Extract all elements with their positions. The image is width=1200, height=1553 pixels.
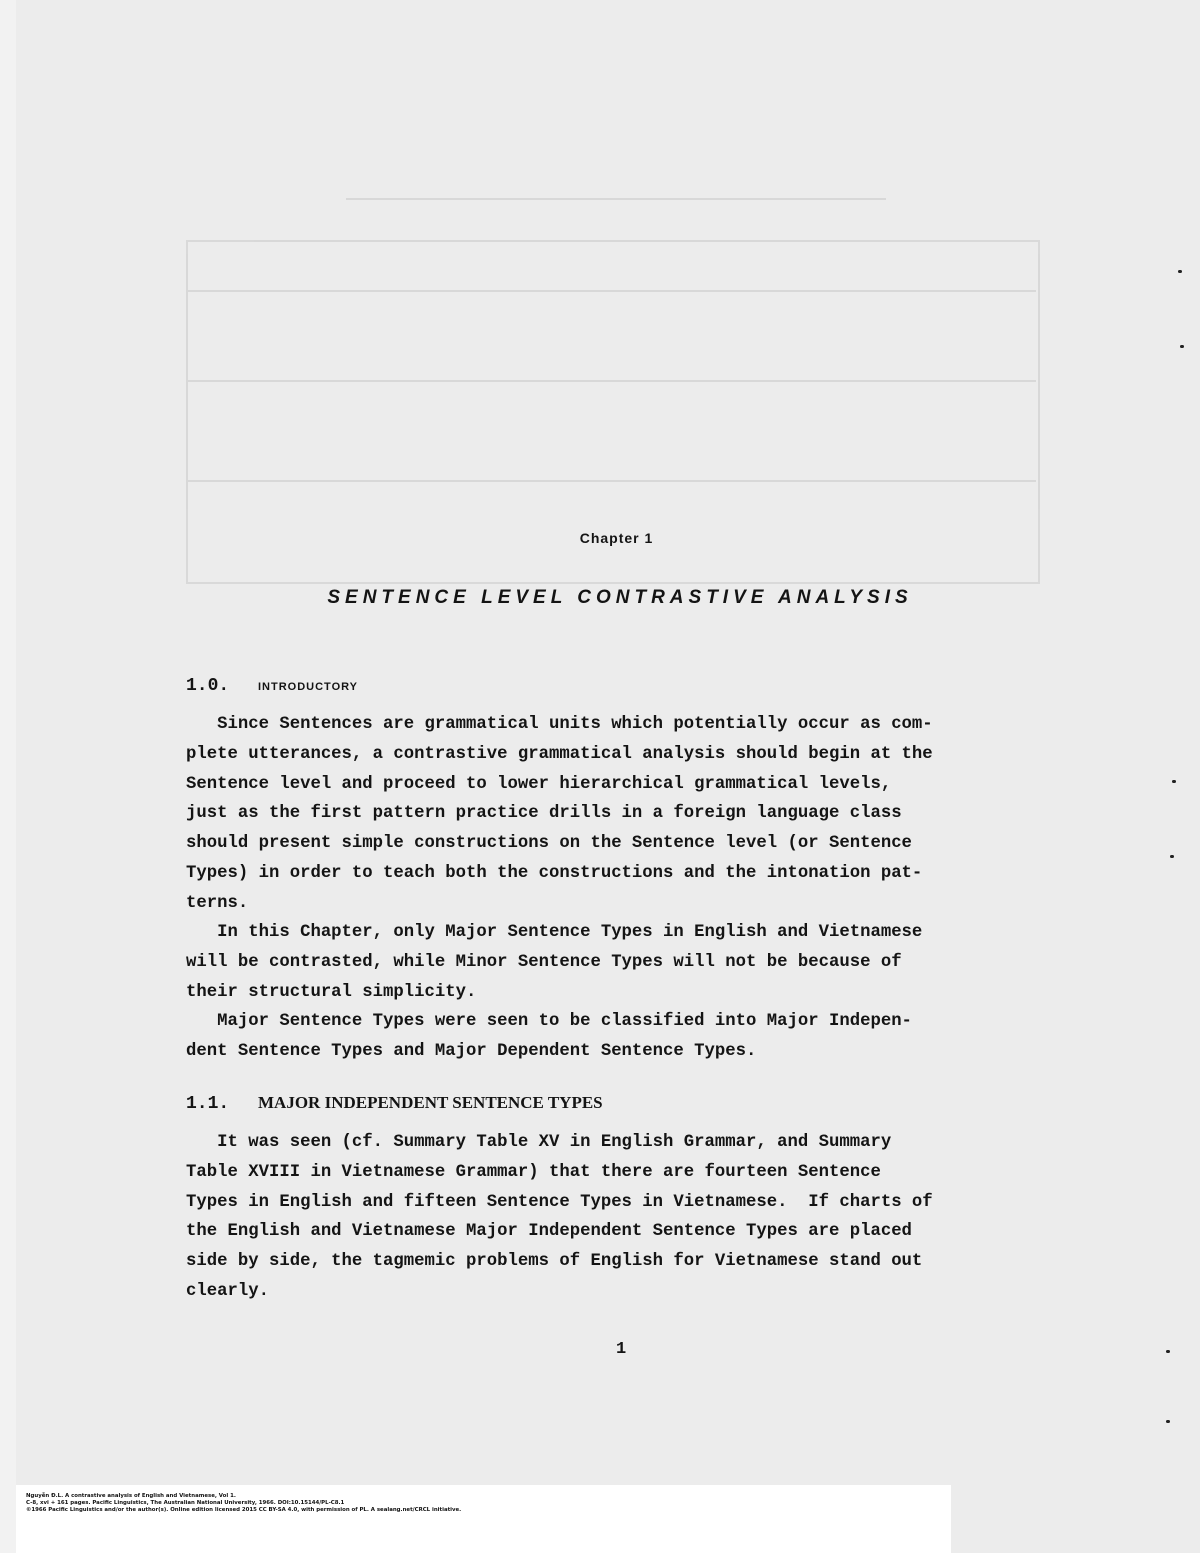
section-number: 1.1. <box>186 1094 230 1114</box>
paragraph-chapter-scope <box>186 918 1066 1007</box>
scan-speck <box>1166 1420 1170 1423</box>
text-line: terns. <box>186 893 249 913</box>
text-line: their structural simplicity. <box>186 982 477 1002</box>
chapter-label: Chapter 1 <box>579 530 654 546</box>
section-heading-1-1 <box>186 1093 603 1114</box>
chapter-title: SENTENCE LEVEL CONTRASTIVE ANALYSIS <box>327 587 913 608</box>
text-line: Types in English and fifteen Sentence Types in Vietnamese. If charts of <box>186 1192 933 1212</box>
citation-line: Nguyễn Đ.L. A contrastive analysis of English and Vietnamese, Vol 1. <box>26 1493 236 1499</box>
text-line: Table XVIII in Vietnamese Grammar) that there are fourteen Sentence <box>186 1162 881 1182</box>
text-line: side by side, the tagmemic problems of English for Vietnamese stand out <box>186 1252 923 1272</box>
text-line: plete utterances, a contrastive grammatical analysis should begin at the <box>186 744 933 764</box>
text-line: the English and Vietnamese Major Independent Sentence Types are placed <box>186 1222 912 1242</box>
text-line: Types) in order to teach both the constructions and the intonation pat- <box>186 863 923 883</box>
text-line: will be contrasted, while Minor Sentence Types will not be because of <box>186 952 902 972</box>
scan-speck <box>1178 270 1182 273</box>
section-label: MAJOR INDEPENDENT SENTENCE TYPES <box>258 1093 603 1112</box>
paragraph-classification <box>186 1007 1066 1067</box>
text-line: In this Chapter, only Major Sentence Types in English and Vietnamese <box>186 923 923 942</box>
scan-speck <box>1166 1350 1170 1353</box>
text-line: Since Sentences are grammatical units which potentially occur as com- <box>186 715 933 734</box>
scan-speck <box>1172 780 1176 783</box>
scan-speck <box>1170 855 1174 858</box>
section-heading-1-0 <box>186 676 358 696</box>
page-number: 1 <box>616 1340 627 1359</box>
text-line: Sentence level and proceed to lower hierarchical grammatical levels, <box>186 774 892 794</box>
text-line: It was seen (cf. Summary Table XV in English Grammar, and Summary <box>186 1133 892 1152</box>
citation-line: C-8, xvi + 161 pages. Pacific Linguistics, The Australian National University, 1966. DOI:10.15144/PL-C8.1 <box>26 1500 345 1506</box>
scan-speck <box>1180 345 1184 348</box>
paragraph-independent-types <box>186 1128 1066 1307</box>
text-line: clearly. <box>186 1281 269 1301</box>
text-line: Major Sentence Types were seen to be classified into Major Indepen- <box>186 1012 912 1031</box>
section-label: INTRODUCTORY <box>258 681 358 693</box>
text-line: just as the first pattern practice drills in a foreign language class <box>186 804 902 824</box>
paragraph-introduction <box>186 710 1066 919</box>
citation-line: ©1966 Pacific Linguistics and/or the author(s). Online edition licensed 2015 CC BY-SA 4.0, with permission of PL. A sealang.net/CRCL initiative. <box>26 1507 462 1513</box>
text-line: should present simple constructions on the Sentence level (or Sentence <box>186 834 912 854</box>
text-line: dent Sentence Types and Major Dependent Sentence Types. <box>186 1041 757 1061</box>
section-number: 1.0. <box>186 676 230 696</box>
